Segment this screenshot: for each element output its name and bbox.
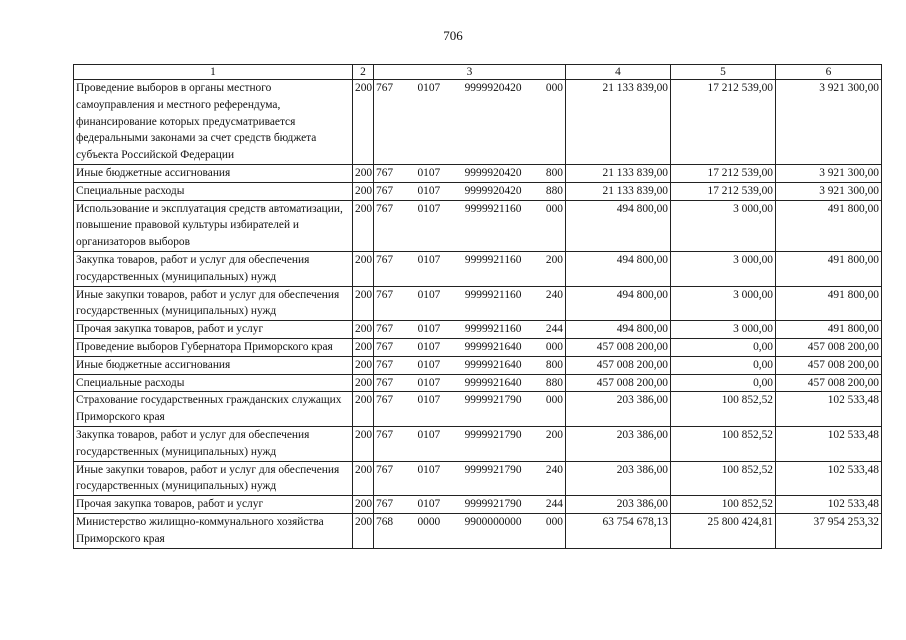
row-value-col6: 3 921 300,00 (776, 182, 882, 200)
row-group-code: 200 (353, 200, 374, 251)
row-value-col5: 17 212 539,00 (671, 80, 776, 165)
row-value-col4: 494 800,00 (566, 321, 671, 339)
row-value-col5: 3 000,00 (671, 200, 776, 251)
row-classification-code (374, 164, 566, 182)
expense-type-code: 244 (545, 498, 563, 511)
header-cell: 5 (671, 65, 776, 80)
header-cell: 4 (566, 65, 671, 80)
expense-type-code: 000 (545, 340, 563, 353)
table-row (74, 182, 882, 200)
section-code: 0107 (417, 166, 441, 179)
target-code: 9900000000 (464, 515, 522, 528)
target-code: 9999921640 (464, 376, 522, 389)
target-code: 9999921790 (464, 498, 522, 511)
row-value-col4: 21 133 839,00 (566, 164, 671, 182)
header-cell: 3 (374, 65, 566, 80)
table-header-row (74, 65, 882, 80)
row-value-col4: 494 800,00 (566, 200, 671, 251)
row-classification-code (374, 513, 566, 548)
row-name: Закупка товаров, работ и услуг для обеспечения государственных (муниципальных) нужд (74, 426, 353, 461)
target-code: 9999921160 (464, 323, 522, 336)
row-name: Иные бюджетные ассигнования (74, 164, 353, 182)
row-name: Специальные расходы (74, 182, 353, 200)
dept-code: 767 (376, 202, 394, 215)
row-value-col5: 3 000,00 (671, 286, 776, 321)
target-code: 9999921790 (464, 428, 522, 441)
section-code: 0107 (417, 82, 441, 94)
section-code: 0107 (417, 428, 441, 441)
row-value-col4: 457 008 200,00 (566, 338, 671, 356)
row-value-col6: 102 533,48 (776, 392, 882, 427)
expense-type-code: 800 (545, 358, 563, 371)
target-code: 9999921160 (464, 288, 522, 301)
table-row (74, 338, 882, 356)
row-group-code: 200 (353, 338, 374, 356)
row-value-col6: 102 533,48 (776, 496, 882, 514)
table-row (74, 286, 882, 321)
table-row (74, 392, 882, 427)
expense-type-code: 000 (545, 82, 563, 94)
row-group-code: 200 (353, 164, 374, 182)
table-row (74, 80, 882, 165)
expense-type-code: 200 (545, 428, 563, 441)
section-code: 0107 (417, 202, 441, 215)
row-value-col5: 0,00 (671, 338, 776, 356)
expense-type-code: 244 (545, 323, 563, 336)
dept-code: 767 (376, 428, 394, 441)
target-code: 9999921790 (464, 394, 522, 407)
row-group-code: 200 (353, 496, 374, 514)
dept-code: 767 (376, 498, 394, 511)
table-row (74, 461, 882, 496)
row-group-code: 200 (353, 80, 374, 165)
row-classification-code (374, 286, 566, 321)
row-classification-code (374, 321, 566, 339)
row-value-col5: 100 852,52 (671, 461, 776, 496)
header-cell: 6 (776, 65, 882, 80)
row-value-col6: 457 008 200,00 (776, 374, 882, 392)
row-group-code: 200 (353, 251, 374, 286)
row-value-col6: 457 008 200,00 (776, 338, 882, 356)
dept-code: 767 (376, 288, 394, 301)
row-value-col6: 102 533,48 (776, 461, 882, 496)
table-row (74, 374, 882, 392)
page-number: 706 (443, 28, 463, 43)
row-classification-code (374, 182, 566, 200)
section-code: 0107 (417, 358, 441, 371)
expense-type-code: 240 (545, 288, 563, 301)
target-code: 9999920420 (464, 82, 522, 94)
row-name: Иные закупки товаров, работ и услуг для обеспечения государственных (муниципальных) нужд (74, 286, 353, 321)
row-group-code: 200 (353, 426, 374, 461)
dept-code: 767 (376, 358, 394, 371)
dept-code: 767 (376, 82, 394, 94)
expense-type-code: 000 (545, 394, 563, 407)
row-value-col4: 21 133 839,00 (566, 80, 671, 165)
row-value-col6: 3 921 300,00 (776, 164, 882, 182)
table-row (74, 426, 882, 461)
row-classification-code (374, 426, 566, 461)
table-row (74, 513, 882, 548)
dept-code: 767 (376, 253, 394, 266)
dept-code: 767 (376, 394, 394, 407)
header-cell: 1 (74, 65, 353, 80)
row-classification-code (374, 200, 566, 251)
budget-table (73, 64, 882, 549)
row-value-col6: 491 800,00 (776, 286, 882, 321)
row-group-code: 200 (353, 321, 374, 339)
row-value-col4: 494 800,00 (566, 251, 671, 286)
section-code: 0107 (417, 498, 441, 511)
row-value-col6: 102 533,48 (776, 426, 882, 461)
row-value-col6: 491 800,00 (776, 200, 882, 251)
row-value-col5: 17 212 539,00 (671, 182, 776, 200)
row-value-col6: 457 008 200,00 (776, 356, 882, 374)
row-name: Иные закупки товаров, работ и услуг для обеспечения государственных (муниципальных) нужд (74, 461, 353, 496)
section-code: 0107 (417, 394, 441, 407)
row-value-col4: 63 754 678,13 (566, 513, 671, 548)
row-name: Страхование государственных гражданских служащих Приморского края (74, 392, 353, 427)
section-code: 0107 (417, 323, 441, 336)
dept-code: 767 (376, 463, 394, 476)
row-name: Использование и эксплуатация средств автоматизации, повышение правовой культуры избирателей и организаторов выборов (74, 200, 353, 251)
row-value-col4: 203 386,00 (566, 496, 671, 514)
row-classification-code (374, 374, 566, 392)
row-value-col5: 100 852,52 (671, 426, 776, 461)
row-name: Закупка товаров, работ и услуг для обеспечения государственных (муниципальных) нужд (74, 251, 353, 286)
row-value-col6: 491 800,00 (776, 251, 882, 286)
row-name: Министерство жилищно-коммунального хозяйства Приморского края (74, 513, 353, 548)
table-row (74, 200, 882, 251)
header-cell: 2 (353, 65, 374, 80)
section-code: 0107 (417, 376, 441, 389)
dept-code: 767 (376, 323, 394, 336)
target-code: 9999921160 (464, 202, 522, 215)
row-name: Специальные расходы (74, 374, 353, 392)
section-code: 0107 (417, 288, 441, 301)
target-code: 9999920420 (464, 184, 522, 197)
dept-code: 768 (376, 515, 394, 528)
table-row (74, 321, 882, 339)
row-value-col5: 3 000,00 (671, 321, 776, 339)
row-value-col5: 25 800 424,81 (671, 513, 776, 548)
row-group-code: 200 (353, 392, 374, 427)
row-value-col5: 0,00 (671, 374, 776, 392)
expense-type-code: 000 (545, 515, 563, 528)
target-code: 9999921160 (464, 253, 522, 266)
target-code: 9999921640 (464, 340, 522, 353)
row-value-col4: 203 386,00 (566, 461, 671, 496)
expense-type-code: 200 (545, 253, 563, 266)
row-value-col4: 203 386,00 (566, 392, 671, 427)
row-value-col4: 494 800,00 (566, 286, 671, 321)
table-row (74, 356, 882, 374)
row-value-col4: 203 386,00 (566, 426, 671, 461)
row-value-col6: 3 921 300,00 (776, 80, 882, 165)
row-classification-code (374, 80, 566, 165)
section-code: 0107 (417, 253, 441, 266)
row-value-col5: 0,00 (671, 356, 776, 374)
row-group-code: 200 (353, 374, 374, 392)
row-group-code: 200 (353, 356, 374, 374)
target-code: 9999921640 (464, 358, 522, 371)
row-name: Проведение выборов в органы местного самоуправления и местного референдума, финансирование которых предусматривается федеральными законами за счет средств бюджета субъекта Российской Федерации (74, 80, 353, 165)
table-row (74, 496, 882, 514)
expense-type-code: 240 (545, 463, 563, 476)
row-group-code: 200 (353, 182, 374, 200)
row-classification-code (374, 338, 566, 356)
row-value-col5: 100 852,52 (671, 392, 776, 427)
target-code: 9999921790 (464, 463, 522, 476)
section-code: 0107 (417, 463, 441, 476)
dept-code: 767 (376, 184, 394, 197)
row-classification-code (374, 392, 566, 427)
row-name: Прочая закупка товаров, работ и услуг (74, 321, 353, 339)
budget-table-body (74, 65, 882, 549)
row-group-code: 200 (353, 286, 374, 321)
row-value-col6: 491 800,00 (776, 321, 882, 339)
expense-type-code: 880 (545, 376, 563, 389)
row-name: Проведение выборов Губернатора Приморского края (74, 338, 353, 356)
row-classification-code (374, 496, 566, 514)
row-value-col4: 21 133 839,00 (566, 182, 671, 200)
section-code: 0107 (417, 340, 441, 353)
row-value-col5: 3 000,00 (671, 251, 776, 286)
table-row (74, 164, 882, 182)
row-value-col4: 457 008 200,00 (566, 356, 671, 374)
target-code: 9999920420 (464, 166, 522, 179)
dept-code: 767 (376, 166, 394, 179)
table-row (74, 251, 882, 286)
section-code: 0107 (417, 184, 441, 197)
expense-type-code: 880 (545, 184, 563, 197)
row-value-col6: 37 954 253,32 (776, 513, 882, 548)
dept-code: 767 (376, 376, 394, 389)
expense-type-code: 000 (545, 202, 563, 215)
expense-type-code: 800 (545, 166, 563, 179)
dept-code: 767 (376, 340, 394, 353)
row-name: Прочая закупка товаров, работ и услуг (74, 496, 353, 514)
row-group-code: 200 (353, 461, 374, 496)
row-value-col4: 457 008 200,00 (566, 374, 671, 392)
row-classification-code (374, 356, 566, 374)
row-classification-code (374, 461, 566, 496)
row-value-col5: 17 212 539,00 (671, 164, 776, 182)
row-group-code: 200 (353, 513, 374, 548)
row-classification-code (374, 251, 566, 286)
row-value-col5: 100 852,52 (671, 496, 776, 514)
row-name: Иные бюджетные ассигнования (74, 356, 353, 374)
section-code: 0000 (417, 515, 441, 528)
